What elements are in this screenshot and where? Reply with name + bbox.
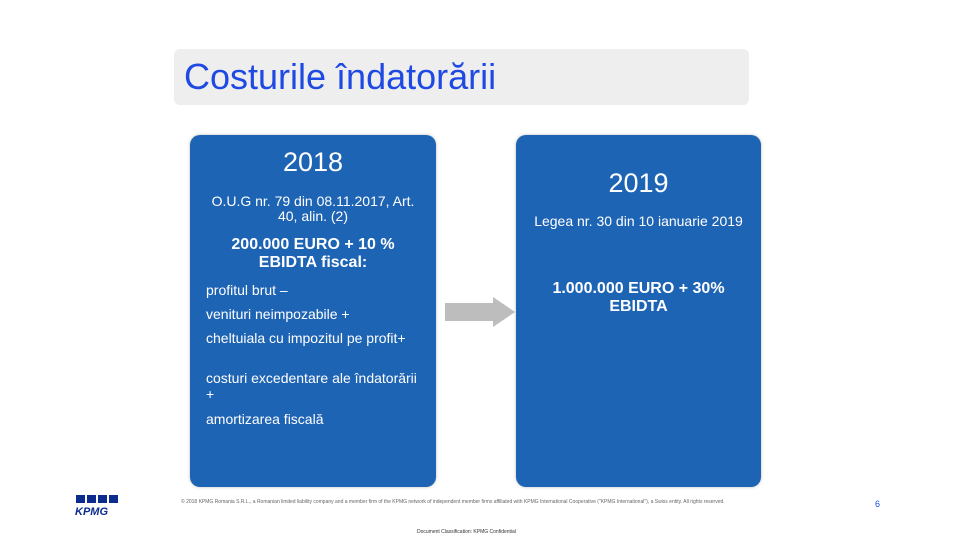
panel-2019 <box>516 135 761 487</box>
slide-title: Costurile îndatorării <box>184 56 497 97</box>
formula-item-4: costuri excedentare ale îndatorării + <box>206 370 417 402</box>
logo-text: KPMG <box>75 506 108 517</box>
formula-item-2: venituri neimpozabile + <box>206 306 350 322</box>
panel-2018 <box>190 135 436 487</box>
panel-2019-year: 2019 <box>608 168 669 198</box>
document-classification: Document Classification: KPMG Confidential <box>417 529 516 535</box>
panel-2019-formula: 1.000.000 EURO + 30% EBIDTA <box>552 280 725 315</box>
formula-item-3: cheltuiala cu impozitul pe profit+ <box>206 330 406 346</box>
panel-2018-formula: 200.000 EURO + 10 % EBIDTA fiscal: <box>231 236 395 271</box>
formula-item-5: amortizarea fiscală <box>206 411 324 427</box>
copyright-text: © 2018 KPMG Romania S.R.L., a Romanian limited liability company and a member firm of the KPMG network of independent member firms affiliated with KPMG International Cooperative ("KPMG International"), a Swiss entity. All rights reserved. <box>181 499 725 505</box>
kpmg-logo-icon <box>73 495 125 517</box>
panel-2018-year: 2018 <box>282 147 344 177</box>
panel-2018-law: O.U.G nr. 79 din 08.11.2017, Art. 40, alin. (2) <box>211 193 415 224</box>
right-arrow-icon <box>445 297 515 327</box>
panel-2019-law: Legea nr. 30 din 10 ianuarie 2019 <box>534 213 743 229</box>
page-number: 6 <box>875 499 881 509</box>
title-bar <box>174 49 749 105</box>
formula-item-1: profitul brut – <box>206 282 288 298</box>
